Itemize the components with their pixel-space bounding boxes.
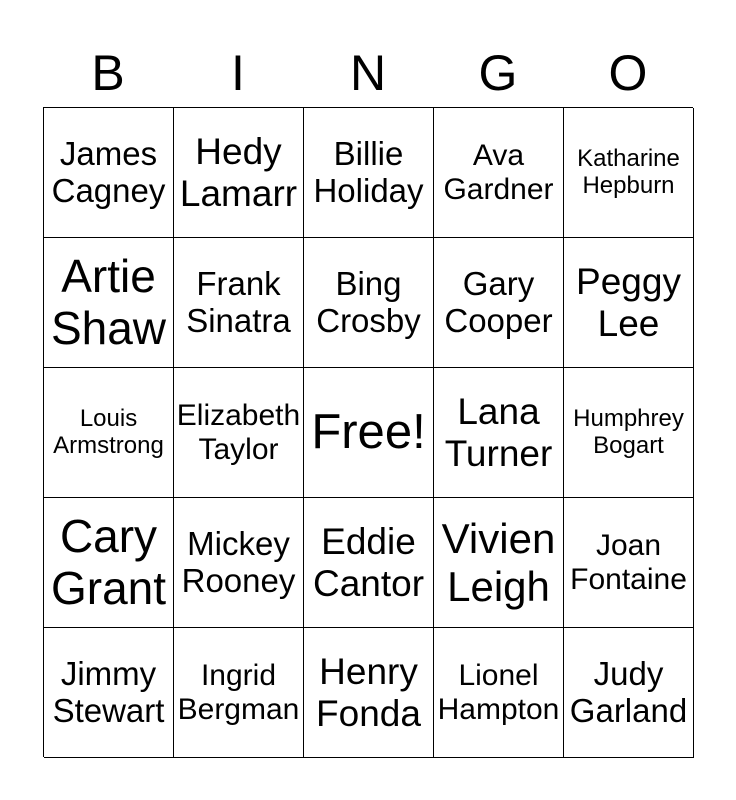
cell-text-line: Garland — [569, 691, 688, 729]
bingo-cell[interactable] — [564, 238, 694, 368]
cell-text-line: Rooney — [181, 561, 296, 599]
cell-text-line: Joan — [595, 528, 662, 562]
cell-text-line: Stewart — [52, 691, 165, 729]
cell-text-line: James — [59, 134, 158, 172]
cell-text-line: Lamarr — [179, 172, 298, 214]
cell-text-line: Shaw — [50, 301, 167, 354]
cell-text-line: Cooper — [444, 301, 553, 339]
cell-text-line: Lana — [457, 391, 540, 433]
bingo-header — [43, 40, 693, 106]
header-letter-o: O — [608, 45, 648, 101]
cell-text-line: Frank — [196, 264, 281, 302]
cell-text-line: Leigh — [447, 562, 550, 610]
cell-text-line: Eddie — [321, 521, 416, 563]
bingo-cell[interactable] — [304, 628, 434, 758]
header-letter-n: N — [349, 45, 387, 101]
bingo-cell[interactable] — [564, 628, 694, 758]
bingo-cell[interactable] — [564, 108, 694, 238]
cell-text-line: Gardner — [443, 172, 554, 206]
bingo-cell[interactable] — [304, 108, 434, 238]
free-space-cell[interactable] — [304, 368, 434, 498]
cell-text-line: Fontaine — [570, 562, 687, 596]
header-letter-i: I — [231, 45, 245, 101]
cell-text-line: Hampton — [437, 692, 560, 726]
cell-text-line: Bing — [335, 264, 402, 302]
bingo-cell[interactable] — [174, 108, 304, 238]
bingo-cell[interactable] — [44, 498, 174, 628]
bingo-board — [43, 107, 693, 757]
cell-text-line: Fonda — [316, 692, 421, 734]
header-letter-g: G — [478, 45, 518, 101]
cell-text-line: Vivien — [441, 515, 556, 563]
cell-text-line: Ingrid — [200, 658, 277, 692]
bingo-cell[interactable] — [44, 108, 174, 238]
bingo-cell[interactable] — [304, 498, 434, 628]
cell-text-line: Lionel — [458, 658, 539, 692]
cell-text-line: Taylor — [198, 432, 279, 466]
cell-text-line: Hepburn — [582, 171, 675, 199]
cell-text-line: Turner — [444, 432, 553, 474]
bingo-cell[interactable] — [434, 498, 564, 628]
cell-text-line: Sinatra — [186, 301, 291, 339]
cell-text-line: Grant — [50, 561, 167, 614]
bingo-cell[interactable] — [44, 628, 174, 758]
bingo-cell[interactable] — [564, 368, 694, 498]
cell-text-line: Cantor — [312, 562, 425, 604]
bingo-cell[interactable] — [174, 628, 304, 758]
cell-text-line: Peggy — [576, 261, 681, 303]
cell-text-line: Ava — [472, 138, 525, 172]
cell-text-line: Free! — [311, 405, 426, 460]
cell-text-line: Hedy — [195, 131, 282, 173]
cell-text-line: Katharine — [577, 144, 680, 172]
bingo-cell[interactable] — [44, 238, 174, 368]
cell-text-line: Henry — [319, 651, 418, 693]
cell-text-line: Armstrong — [53, 431, 164, 459]
bingo-cell[interactable] — [434, 108, 564, 238]
cell-text-line: Elizabeth — [176, 398, 301, 432]
cell-text-line: Artie — [61, 249, 156, 302]
bingo-cell[interactable] — [564, 498, 694, 628]
bingo-cell[interactable] — [174, 498, 304, 628]
cell-text-line: Judy — [593, 654, 664, 692]
cell-text-line: Bergman — [177, 692, 300, 726]
bingo-cell[interactable] — [434, 628, 564, 758]
cell-text-line: Billie — [333, 134, 404, 172]
cell-text-line: Cagney — [51, 171, 166, 209]
bingo-cell[interactable] — [434, 368, 564, 498]
cell-text-line: Jimmy — [60, 654, 157, 692]
cell-text-line: Humphrey — [573, 404, 684, 432]
cell-text-line: Holiday — [313, 171, 424, 209]
cell-text-line: Bogart — [593, 431, 664, 459]
header-letter-b: B — [91, 45, 125, 101]
cell-text-line: Louis — [79, 404, 138, 432]
cell-text-line: Cary — [59, 509, 158, 562]
bingo-cell[interactable] — [174, 368, 304, 498]
cell-text-line: Mickey — [187, 524, 290, 562]
bingo-cell[interactable] — [304, 238, 434, 368]
bingo-cell[interactable] — [174, 238, 304, 368]
cell-text-line: Gary — [462, 264, 535, 302]
bingo-cell[interactable] — [434, 238, 564, 368]
bingo-cell[interactable] — [44, 368, 174, 498]
cell-text-line: Crosby — [316, 301, 421, 339]
cell-text-line: Lee — [597, 302, 660, 344]
